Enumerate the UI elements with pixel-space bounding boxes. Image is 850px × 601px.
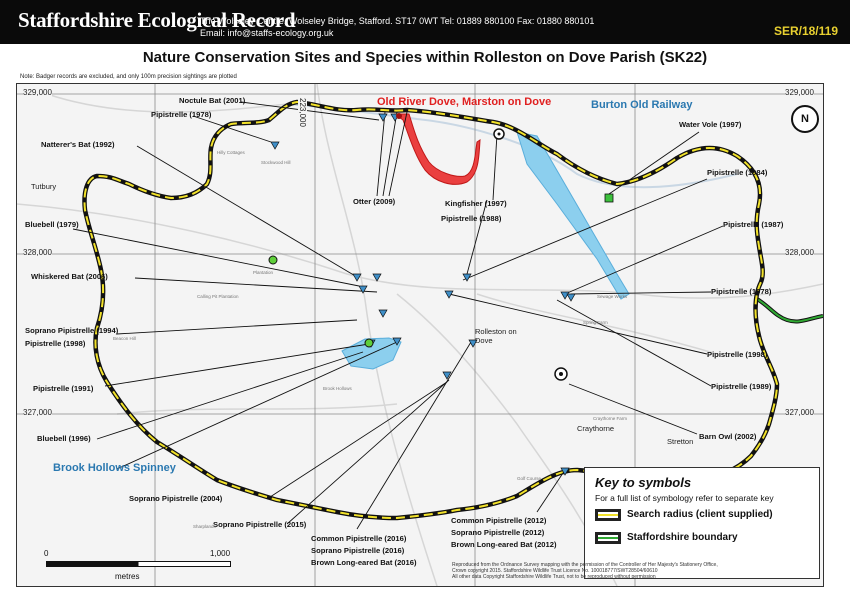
grid-label-328000-right: 328,000 [785,248,814,257]
old-river-dove-site [395,114,480,184]
place-stretton: Stretton [667,437,694,446]
faint-label: Sharplands [193,524,216,529]
label-pipistrelle-1978-a: Pipistrelle (1978) [151,110,212,119]
grid-label-327000-left: 327,000 [23,408,52,417]
grid-label-329000-right: 329,000 [785,88,814,97]
label-pipistrelle-1991: Pipistrelle (1991) [33,384,94,393]
label-pipistrelle-1989: Pipistrelle (1989) [711,382,772,391]
faint-label: Craythorne Farm [593,416,628,421]
scale-bar [20,549,250,585]
faint-label: Golf Course [517,476,542,481]
place-craythorne: Craythorne [577,424,615,433]
faint-label: Stockwood Hill [261,160,291,165]
label-whiskered-bat-2006: Whiskered Bat (2006) [31,272,108,281]
place-tutbury: Tutbury [31,182,57,191]
org-email: Email: info@staffs-ecology.org.uk [200,28,334,38]
faint-label: Sewage Works [597,294,628,299]
copyright-line: Reproduced from the Ordnance Survey mapping with the permission of the Controller of Her Majesty's Stationery Office, [452,562,718,568]
search-radius-swatch-icon [595,509,621,521]
map-reference: SER/18/119 [773,24,838,38]
label-pipistrelle-1987: Pipistrelle (1987) [723,220,784,229]
red-site-marker [396,113,402,119]
label-pipistrelle-1978-b: Pipistrelle (1978) [711,287,772,296]
north-arrow-icon: N [791,105,819,133]
copyright-line: All other data Copyright Staffordshire Wildlife Trust, not to be reproduced without permission [452,574,656,581]
faint-label: Spring Farm [583,320,608,325]
water-vole-marker [605,194,613,202]
label-pipistrelle-1988: Pipistrelle (1988) [441,214,502,223]
scale-unit: metres [115,572,140,581]
label-bluebell-1996: Bluebell (1996) [37,434,91,443]
faint-label: Plantation [253,270,274,275]
label-soprano-pipistrelle-1994: Soprano Pipistrelle (1994) [25,326,119,335]
label-pipistrelle-1998-a: Pipistrelle (1998) [25,339,86,348]
label-otter-2009: Otter (2009) [353,197,396,206]
grid-label-327000-right: 327,000 [785,408,814,417]
label-common-pipistrelle-2016: Common Pipistrelle (2016) [311,534,407,543]
grid-label-223000: 223,000 [298,98,307,127]
key-subtitle: For a full list of symbology refer to separate key [595,493,774,503]
label-common-pipistrelle-2012: Common Pipistrelle (2012) [451,516,547,525]
label-soprano-pipistrelle-2004: Soprano Pipistrelle (2004) [129,494,223,503]
copyright-line: Crown copyright 2015. Staffordshire Wildlife Trust Licence No. 100018777/SWT28504/60610 [452,568,658,575]
faint-label: Calling Pit Plantation [197,294,239,299]
label-noctule-bat-2001: Noctule Bat (2001) [179,96,246,105]
faint-label: Brook Hollows [323,386,352,391]
site-label-old-river-dove: Old River Dove, Marston on Dove [377,96,552,108]
faint-label: Hilly Cottages [217,150,245,155]
label-soprano-pipistrelle-2015: Soprano Pipistrelle (2015) [213,520,307,529]
map-note: Note: Badger records are excluded, and only 100m precision sightings are plotted [20,74,237,80]
org-name: Staffordshire Ecological Record [18,8,296,32]
label-soprano-pipistrelle-2012: Soprano Pipistrelle (2012) [451,528,545,537]
place-rolleston: Rolleston on Dove [475,327,517,345]
scale-end: 1,000 [210,549,231,558]
key-search-radius-label: Search radius (client supplied) [627,509,773,520]
scale-bar-graphic [46,561,231,567]
label-kingfisher-1997: Kingfisher (1997) [445,199,507,208]
label-pipistrelle-1984: Pipistrelle (1984) [707,168,768,177]
label-water-vole-1997: Water Vole (1997) [679,120,742,129]
map-title: Nature Conservation Sites and Species within Rolleston on Dove Parish (SK22) [142,49,708,66]
staffordshire-boundary [757,299,823,321]
bluebell-marker [269,256,277,264]
label-brown-long-eared-bat-2016: Brown Long-eared Bat (2016) [311,558,417,567]
grid-label-329000-left: 329,000 [23,88,52,97]
org-address: The Wolseley Centre, Wolseley Bridge, Stafford. ST17 0WT Tel: 01889 880100 Fax: 01880 880101 [200,16,595,26]
key-boundary-label: Staffordshire boundary [627,532,738,543]
bluebell-marker-2 [365,339,373,347]
boundary-swatch-icon [595,532,621,544]
site-label-burton-old-railway: Burton Old Railway [591,99,693,111]
faint-label: Beacon Hill [113,336,136,341]
scale-start: 0 [44,549,49,558]
key-title: Key to symbols [595,475,692,490]
label-barn-owl-2002: Barn Owl (2002) [699,432,757,441]
label-natterers-bat-1992: Natterer's Bat (1992) [41,140,115,149]
label-pipistrelle-1998-b: Pipistrelle (1998) [707,350,768,359]
label-soprano-pipistrelle-2016: Soprano Pipistrelle (2016) [311,546,405,555]
copyright-notice [452,562,718,581]
grid-label-328000-left: 328,000 [23,248,52,257]
header-banner [0,0,850,44]
label-bluebell-1979: Bluebell (1979) [25,220,79,229]
site-label-brook-hollows: Brook Hollows Spinney [53,462,176,474]
label-brown-long-eared-bat-2012: Brown Long-eared Bat (2012) [451,540,557,549]
